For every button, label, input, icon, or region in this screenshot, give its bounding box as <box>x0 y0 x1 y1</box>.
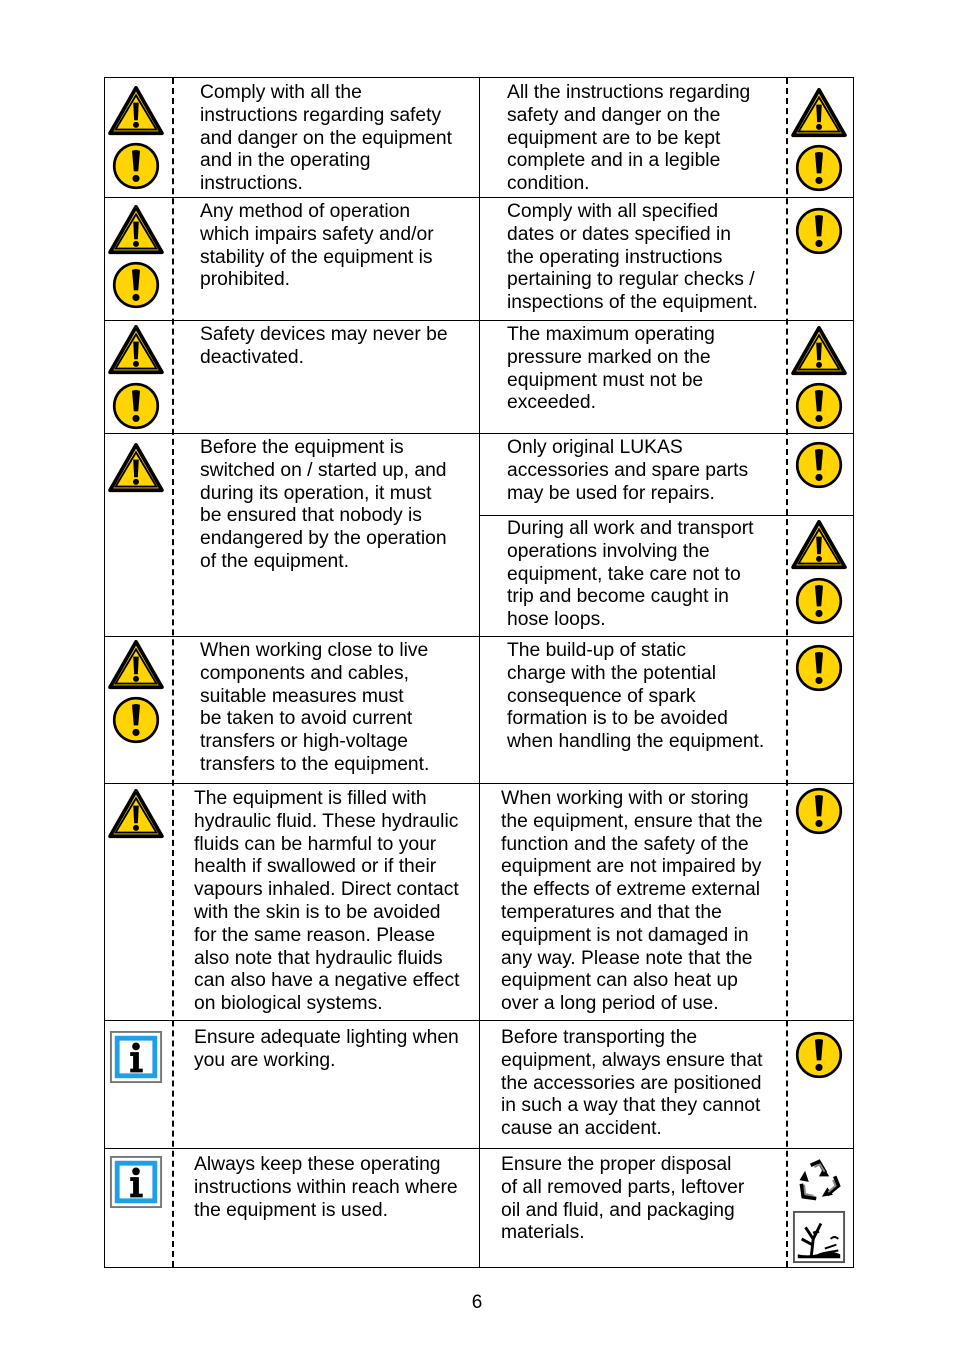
instruction-text <box>501 1154 744 1245</box>
instruction-line: equipment is not damaged in <box>501 924 749 946</box>
instruction-text <box>507 518 754 632</box>
warning-triangle-icon <box>108 205 164 260</box>
instruction-line: The maximum operating <box>507 324 715 345</box>
instruction-text <box>200 82 452 196</box>
instruction-text <box>194 1027 459 1073</box>
instruction-text <box>507 82 750 196</box>
instruction-line: you are working. <box>194 1049 336 1071</box>
instruction-line: Safety devices may never be <box>200 324 448 345</box>
instruction-line: The build-up of static <box>507 640 686 661</box>
icon-column-divider-right <box>786 78 788 1267</box>
instruction-line: equipment are not impaired by <box>501 856 762 878</box>
instruction-line: on biological systems. <box>194 993 383 1015</box>
instruction-line: suitable measures must <box>200 685 404 707</box>
instruction-line: cause an accident. <box>501 1118 662 1140</box>
instruction-line: endangered by the operation <box>200 528 447 550</box>
instruction-text <box>194 788 459 1016</box>
recycling-icon <box>793 1156 845 1211</box>
instruction-line: when handling the equipment. <box>507 731 765 753</box>
instruction-line: deactivated. <box>200 346 304 368</box>
instruction-text <box>200 324 448 370</box>
instruction-line: Before transporting the <box>501 1027 698 1048</box>
exclamation-circle-icon <box>795 787 843 840</box>
instruction-line: transfers to the equipment. <box>200 753 430 775</box>
instruction-line: transfers or high-voltage <box>200 731 408 753</box>
instruction-line: exceeded. <box>507 392 596 414</box>
instruction-line: instructions regarding safety <box>200 104 442 126</box>
page-number: 6 <box>471 1292 483 1313</box>
column-divider <box>479 78 480 1267</box>
instruction-text <box>501 1027 763 1141</box>
instruction-line: Any method of operation <box>200 201 411 222</box>
warning-triangle-icon <box>108 789 164 844</box>
instruction-line: Comply with all specified <box>507 201 719 222</box>
instruction-text <box>507 640 764 754</box>
instruction-text <box>200 437 447 574</box>
warning-triangle-icon <box>108 443 164 498</box>
exclamation-circle-icon <box>112 696 160 749</box>
instruction-line: condition. <box>507 173 590 195</box>
instruction-line: equipment are to be kept <box>507 127 721 149</box>
information-icon <box>109 1030 163 1089</box>
instruction-line: in such a way that they cannot <box>501 1095 761 1117</box>
instruction-line: any way. Please note that the <box>501 947 753 969</box>
information-icon <box>109 1155 163 1214</box>
instruction-line: equipment can also heat up <box>501 970 738 992</box>
instruction-text <box>501 788 763 1016</box>
instruction-line: During all work and transport <box>507 518 754 539</box>
instruction-line: equipment, always ensure that <box>501 1049 763 1071</box>
instruction-line: the accessories are positioned <box>501 1072 762 1094</box>
instruction-line: pertaining to regular checks / <box>507 269 755 291</box>
instruction-line: for the same reason. Please <box>194 924 436 946</box>
instruction-line: over a long period of use. <box>501 993 719 1015</box>
instruction-line: complete and in a legible <box>507 150 721 172</box>
instruction-line: prohibited. <box>200 269 291 291</box>
instruction-line: the effects of extreme external <box>501 879 761 901</box>
instruction-line: function and the safety of the <box>501 833 749 855</box>
instruction-line: Comply with all the <box>200 82 362 103</box>
instruction-line: hose loops. <box>507 609 606 631</box>
instruction-text <box>507 201 758 315</box>
instruction-line: pressure marked on the <box>507 346 711 368</box>
instruction-line: dates or dates specified in <box>507 223 732 245</box>
instruction-line: health if swallowed or if their <box>194 856 437 878</box>
instruction-line: may be used for repairs. <box>507 482 715 504</box>
instruction-line: equipment must not be <box>507 369 704 391</box>
instruction-line: All the instructions regarding <box>507 82 751 103</box>
instruction-line: and in the operating <box>200 150 371 172</box>
instruction-line: be ensured that nobody is <box>200 505 422 527</box>
instruction-line: components and cables, <box>200 662 410 684</box>
instruction-line: instructions. <box>200 173 303 195</box>
instruction-text <box>507 324 715 415</box>
instruction-line: When working close to live <box>200 640 429 661</box>
instruction-line: vapours inhaled. Direct contact <box>194 879 459 901</box>
warning-triangle-icon <box>791 326 847 381</box>
icon-column-divider-left <box>172 78 174 1267</box>
instruction-line: during its operation, it must <box>200 482 432 504</box>
instruction-line: instructions within reach where <box>194 1176 458 1198</box>
instruction-line: Only original LUKAS <box>507 437 683 458</box>
instruction-line: charge with the potential <box>507 662 717 684</box>
warning-triangle-icon <box>108 640 164 695</box>
instruction-line: the equipment is used. <box>194 1199 389 1221</box>
instruction-text <box>200 201 434 292</box>
warning-triangle-icon <box>108 325 164 380</box>
exclamation-circle-icon <box>795 382 843 435</box>
instruction-line: temperatures and that the <box>501 901 722 923</box>
instruction-line: When working with or storing <box>501 788 749 809</box>
exclamation-circle-icon <box>795 441 843 494</box>
instruction-line: which impairs safety and/or <box>200 223 434 245</box>
exclamation-circle-icon <box>112 142 160 195</box>
instruction-line: equipment, take care not to <box>507 563 741 585</box>
instruction-line: materials. <box>501 1222 585 1244</box>
exclamation-circle-icon <box>795 644 843 697</box>
instruction-line: inspections of the equipment. <box>507 292 758 314</box>
instruction-line: with the skin is to be avoided <box>194 901 441 923</box>
instruction-line: consequence of spark <box>507 685 696 707</box>
instruction-line: Ensure the proper disposal <box>501 1154 732 1175</box>
instruction-line: switched on / started up, and <box>200 459 447 481</box>
instruction-line: safety and danger on the <box>507 104 721 126</box>
instruction-line: also note that hydraulic fluids <box>194 947 443 969</box>
instruction-line: of the equipment. <box>200 550 349 572</box>
warning-triangle-icon <box>108 86 164 141</box>
exclamation-circle-icon <box>795 144 843 197</box>
instruction-line: trip and become caught in <box>507 586 729 608</box>
instruction-text <box>194 1154 458 1222</box>
instruction-text <box>200 640 429 777</box>
instruction-line: Ensure adequate lighting when <box>194 1027 459 1048</box>
exclamation-circle-icon <box>112 261 160 314</box>
instruction-line: hydraulic fluid. These hydraulic <box>194 810 459 832</box>
instruction-line: Before the equipment is <box>200 437 404 458</box>
row-divider-right-half <box>480 515 853 516</box>
instruction-line: the operating instructions <box>507 246 723 268</box>
warning-triangle-icon <box>791 520 847 575</box>
exclamation-circle-icon <box>795 577 843 630</box>
exclamation-circle-icon <box>112 382 160 435</box>
instruction-line: formation is to be avoided <box>507 708 728 730</box>
instruction-line: can also have a negative effect <box>194 970 460 992</box>
warning-triangle-icon <box>791 88 847 143</box>
exclamation-circle-icon <box>795 1031 843 1084</box>
instruction-line: stability of the equipment is <box>200 246 433 268</box>
instruction-line: and danger on the equipment <box>200 127 452 149</box>
instruction-line: Always keep these operating <box>194 1154 441 1175</box>
safety-instructions-table <box>104 77 854 1268</box>
instruction-text <box>507 437 748 505</box>
instruction-line: be taken to avoid current <box>200 708 413 730</box>
instruction-line: The equipment is filled with <box>194 788 427 809</box>
instruction-line: fluids can be harmful to your <box>194 833 437 855</box>
instruction-line: oil and fluid, and packaging <box>501 1199 735 1221</box>
instruction-line: of all removed parts, leftover <box>501 1176 745 1198</box>
environmental-hazard-icon <box>792 1210 846 1269</box>
instruction-line: accessories and spare parts <box>507 459 749 481</box>
instruction-line: the equipment, ensure that the <box>501 810 763 832</box>
exclamation-circle-icon <box>795 207 843 260</box>
instruction-line: operations involving the <box>507 540 710 562</box>
